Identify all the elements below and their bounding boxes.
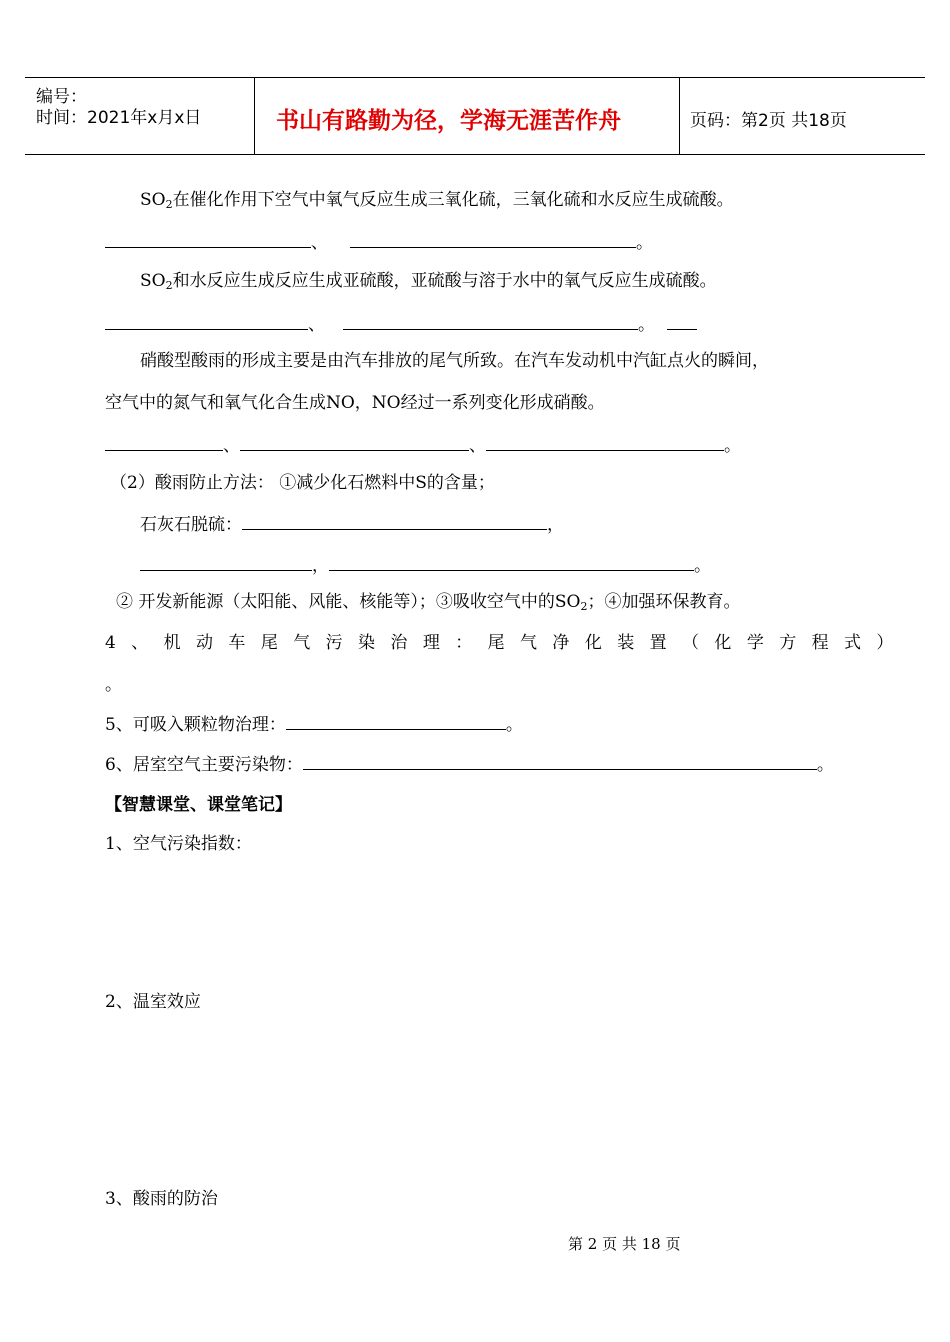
indoor-pollutants [105, 750, 834, 775]
date-label: 时间：2021年x月x日 [36, 108, 202, 128]
blank-line-row [105, 228, 653, 253]
header-top-rule [25, 77, 925, 78]
page-footer: 第 2 页 共 18 页 [568, 1235, 681, 1253]
period: 。 [638, 315, 655, 335]
answer-blank[interactable] [105, 311, 308, 330]
note-item-2: 2、温室效应 [105, 992, 201, 1012]
separator: 、 [311, 233, 328, 253]
paragraph-text: ② 开发新能源（太阳能、风能、核能等）；③吸收空气中的SO [116, 592, 581, 612]
subscript: 2 [165, 279, 173, 292]
particulate-treatment [105, 710, 523, 735]
note-item-1: 1、空气污染指数： [105, 834, 252, 854]
separator: 、 [469, 436, 486, 456]
blank-line-row [105, 310, 697, 335]
answer-blank[interactable] [667, 311, 697, 330]
period: 。 [636, 233, 653, 253]
period: 。 [816, 755, 834, 775]
answer-blank[interactable] [105, 432, 223, 451]
so2-text: SO [140, 271, 166, 291]
separator: 、 [223, 436, 240, 456]
period: 。 [505, 715, 523, 735]
comma: ， [547, 515, 564, 535]
comma: ， [312, 556, 329, 576]
paragraph-so2-water [140, 266, 717, 291]
subscript: 2 [580, 600, 588, 613]
item-label: 6、居室空气主要污染物： [105, 755, 303, 775]
paragraph-text: 和水反应生成反应生成亚硫酸，亚硫酸与溶于水中的氧气反应生成硫酸。 [172, 271, 717, 291]
separator: 、 [308, 315, 325, 335]
answer-blank[interactable] [240, 432, 469, 451]
paragraph-text: 在催化作用下空气中氧气反应生成三氧化硫，三氧化硫和水反应生成硫酸。 [172, 190, 734, 210]
header-motto: 书山有路勤为径，学海无涯苦作舟 [276, 108, 621, 134]
page-label: 页码：第2页 共18页 [690, 111, 847, 131]
answer-blank[interactable] [343, 311, 638, 330]
serial-label: 编号： [36, 87, 87, 107]
period: 。 [694, 556, 711, 576]
limestone-label: 石灰石脱硫： [140, 515, 242, 535]
answer-blank[interactable] [350, 229, 636, 248]
header-divider-right [679, 77, 680, 154]
period-line: 。 [105, 675, 122, 695]
item-label: 5、可吸入颗粒物治理： [105, 715, 286, 735]
answer-blank[interactable] [105, 229, 311, 248]
header-bottom-rule [25, 154, 925, 155]
prevention-methods [116, 587, 741, 612]
paragraph-so2-oxidation [140, 185, 734, 210]
header-divider-left [254, 77, 255, 154]
subscript: 2 [165, 198, 173, 211]
answer-blank[interactable] [242, 511, 547, 530]
period: 。 [724, 436, 741, 456]
limestone-desulfurization [140, 510, 564, 535]
note-item-3: 3、酸雨的防治 [105, 1189, 218, 1209]
answer-blank[interactable] [486, 432, 724, 451]
section-title: 【智慧课堂、课堂笔记】 [105, 795, 292, 815]
paragraph-text: ；④加强环保教育。 [587, 592, 741, 612]
paragraph-nitric-acid-line1: 硝酸型酸雨的形成主要是由汽车排放的尾气所致。在汽车发动机中汽缸点火的瞬间， [140, 351, 769, 371]
answer-blank[interactable] [140, 552, 312, 571]
answer-blank[interactable] [303, 751, 817, 770]
blank-line-row [140, 551, 711, 576]
answer-blank[interactable] [286, 711, 506, 730]
so2-text: SO [140, 190, 166, 210]
vehicle-exhaust-treatment: 4、机动车尾气污染治理：尾气净化装置（化学方程式） [105, 633, 909, 653]
blank-line-row [105, 431, 741, 456]
paragraph-nitric-acid-line2: 空气中的氮气和氧气化合生成NO，NO经过一系列变化形成硝酸。 [105, 393, 605, 413]
acid-rain-prevention: （2）酸雨防止方法： ①减少化石燃料中S的含量； [110, 473, 495, 493]
answer-blank[interactable] [329, 552, 694, 571]
